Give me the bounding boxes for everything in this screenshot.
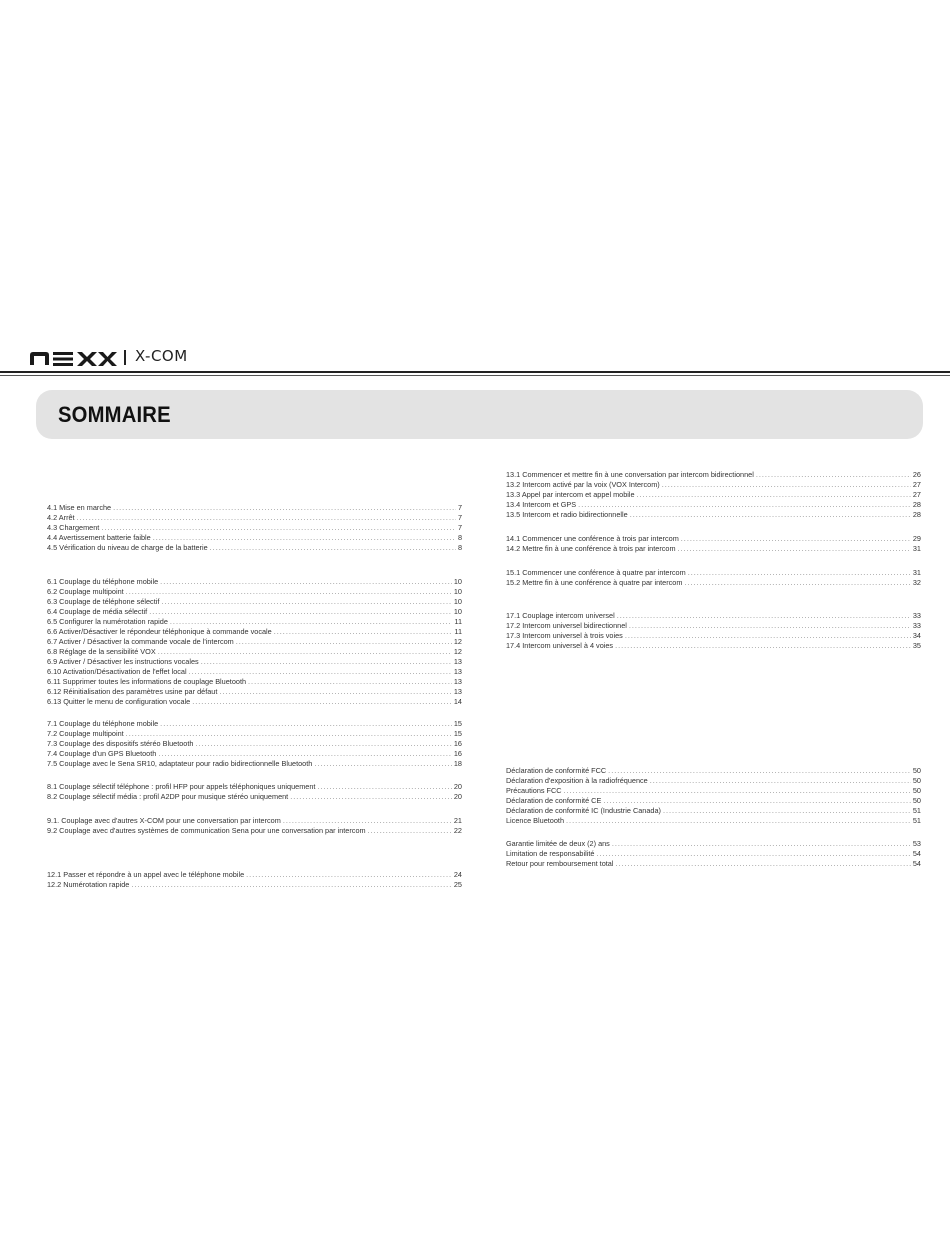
- toc-page-number: 50: [912, 766, 921, 775]
- toc-entry-title: 4.2 Arrêt: [47, 513, 75, 522]
- toc-entry[interactable]: [47, 513, 462, 523]
- toc-entry[interactable]: [47, 697, 462, 707]
- toc-entry[interactable]: [506, 470, 921, 480]
- toc-entry-title: Déclaration de conformité IC (Industrie Canada): [506, 806, 661, 815]
- toc-entry[interactable]: [47, 577, 462, 587]
- toc-entry-title: 15.1 Commencer une conférence à quatre par intercom: [506, 568, 686, 577]
- toc-page-number: 54: [912, 849, 921, 858]
- page-title: SOMMAIRE: [58, 402, 171, 427]
- toc-entry-title: 6.12 Réinitialisation des paramètres usine par défaut: [47, 687, 218, 696]
- toc-dot-leader: [663, 806, 911, 816]
- toc-entry[interactable]: [47, 597, 462, 607]
- toc-dot-leader: [578, 500, 911, 510]
- toc-page-number: 10: [453, 597, 462, 606]
- toc-group: [47, 870, 462, 890]
- toc-page-number: 50: [912, 796, 921, 805]
- toc-entry[interactable]: [506, 621, 921, 631]
- toc-dot-leader: [158, 749, 452, 759]
- toc-entry-title: 7.5 Couplage avec le Sena SR10, adaptateur pour radio bidirectionnelle Bluetooth: [47, 759, 313, 768]
- toc-group: [47, 719, 462, 769]
- toc-entry[interactable]: [47, 667, 462, 677]
- toc-entry[interactable]: [47, 607, 462, 617]
- toc-group: [47, 782, 462, 802]
- toc-entry[interactable]: [506, 786, 921, 796]
- toc-dot-leader: [131, 880, 452, 890]
- toc-entry[interactable]: [47, 587, 462, 597]
- toc-entry[interactable]: [506, 641, 921, 651]
- toc-entry[interactable]: [47, 759, 462, 769]
- toc-page-number: 54: [912, 859, 921, 868]
- toc-page-number: 35: [912, 641, 921, 650]
- toc-left-column: [47, 503, 462, 890]
- toc-entry[interactable]: [47, 826, 462, 836]
- toc-entry[interactable]: [47, 533, 462, 543]
- toc-dot-leader: [612, 839, 911, 849]
- toc-page-number: 13: [453, 677, 462, 686]
- toc-entry-title: 14.2 Mettre fin à une conférence à trois par intercom: [506, 544, 676, 553]
- toc-group: [506, 766, 921, 826]
- toc-dot-leader: [248, 677, 452, 687]
- toc-page-number: 11: [454, 617, 462, 626]
- toc-dot-leader: [219, 687, 452, 697]
- toc-dot-leader: [283, 816, 452, 826]
- toc-entry[interactable]: [506, 816, 921, 826]
- toc-page-number: 13: [453, 687, 462, 696]
- toc-entry-title: 17.1 Couplage intercom universel: [506, 611, 615, 620]
- toc-page-number: 33: [912, 611, 921, 620]
- toc-dot-leader: [126, 587, 452, 597]
- toc-dot-leader: [688, 568, 911, 578]
- toc-entry[interactable]: [47, 677, 462, 687]
- toc-dot-leader: [678, 544, 911, 554]
- toc-page-number: 27: [912, 490, 921, 499]
- toc-entry-title: 6.9 Activer / Désactiver les instructions vocales: [47, 657, 199, 666]
- toc-entry-title: Déclaration d'exposition à la radiofréquence: [506, 776, 648, 785]
- toc-dot-leader: [274, 627, 453, 637]
- toc-dot-leader: [201, 657, 452, 667]
- toc-entry[interactable]: [47, 870, 462, 880]
- toc-entry[interactable]: [47, 782, 462, 792]
- toc-page-number: 7: [457, 513, 462, 522]
- toc-entry-title: Déclaration de conformité FCC: [506, 766, 607, 775]
- toc-entry-title: 15.2 Mettre fin à une conférence à quatre par intercom: [506, 578, 683, 587]
- header-rule: [0, 371, 950, 373]
- toc-entry-title: 4.4 Avertissement batterie faible: [47, 533, 151, 542]
- toc-entry-title: 7.2 Couplage multipoint: [47, 729, 124, 738]
- toc-page-number: 12: [453, 647, 462, 656]
- toc-entry-title: 13.1 Commencer et mettre fin à une conversation par intercom bidirectionnel: [506, 470, 754, 479]
- title-bar: [36, 390, 923, 439]
- toc-entry-title: 17.2 Intercom universel bidirectionnel: [506, 621, 627, 630]
- toc-page-number: 50: [912, 776, 921, 785]
- toc-entry-title: 17.3 Intercom universel à trois voies: [506, 631, 623, 640]
- toc-dot-leader: [596, 849, 910, 859]
- toc-dot-leader: [629, 621, 911, 631]
- toc-dot-leader: [149, 607, 452, 617]
- toc-entry-title: 4.1 Mise en marche: [47, 503, 112, 512]
- toc-entry-title: 6.5 Configurer la numérotation rapide: [47, 617, 168, 626]
- toc-page-number: 31: [912, 568, 921, 577]
- toc-entry-title: 7.3 Couplage des dispositifs stéréo Bluetooth: [47, 739, 194, 748]
- toc-entry[interactable]: [47, 739, 462, 749]
- toc-entry-title: 14.1 Commencer une conférence à trois par intercom: [506, 534, 679, 543]
- toc-entry[interactable]: [47, 637, 462, 647]
- toc-entry-title: 6.11 Supprimer toutes les informations de couplage Bluetooth: [47, 677, 247, 686]
- toc-entry-title: 6.4 Couplage de média sélectif: [47, 607, 148, 616]
- toc-entry-title: 13.5 Intercom et radio bidirectionnelle: [506, 510, 628, 519]
- toc-entry-title: 6.8 Réglage de la sensibilité VOX: [47, 647, 156, 656]
- toc-entry[interactable]: [47, 719, 462, 729]
- toc-entry-title: 6.1 Couplage du téléphone mobile: [47, 577, 159, 586]
- toc-page-number: 13: [453, 657, 462, 666]
- toc-entry-title: 6.6 Activer/Désactiver le répondeur téléphonique à commande vocale: [47, 627, 272, 636]
- toc-page-number: 8: [457, 533, 462, 542]
- toc-entry[interactable]: [506, 839, 921, 849]
- header-rule-thin: [0, 375, 950, 376]
- toc-dot-leader: [113, 503, 456, 513]
- toc-entry-title: 6.13 Quitter le menu de configuration vocale: [47, 697, 191, 706]
- toc-dot-leader: [617, 611, 911, 621]
- toc-entry[interactable]: [47, 523, 462, 533]
- toc-page-number: 53: [912, 839, 921, 848]
- toc-entry[interactable]: [47, 729, 462, 739]
- toc-entry-title: 6.2 Couplage multipoint: [47, 587, 124, 596]
- toc-entry-title: Limitation de responsabilité: [506, 849, 595, 858]
- toc-entry-title: 9.1. Couplage avec d'autres X-COM pour une conversation par intercom: [47, 816, 281, 825]
- toc-dot-leader: [608, 766, 911, 776]
- toc-group: [47, 816, 462, 836]
- toc-dot-leader: [615, 641, 911, 651]
- toc-page-number: 14: [453, 697, 462, 706]
- toc-dot-leader: [210, 543, 456, 553]
- toc-entry-title: Précautions FCC: [506, 786, 562, 795]
- toc-dot-leader: [630, 510, 911, 520]
- toc-dot-leader: [160, 577, 452, 587]
- toc-entry[interactable]: [47, 792, 462, 802]
- toc-entry-title: 13.3 Appel par intercom et appel mobile: [506, 490, 635, 499]
- toc-entry-title: 8.2 Couplage sélectif média : profil A2DP pour musique stéréo uniquement: [47, 792, 289, 801]
- toc-page-number: 34: [912, 631, 921, 640]
- toc-dot-leader: [246, 870, 452, 880]
- toc-entry[interactable]: [506, 806, 921, 816]
- toc-page-number: 28: [912, 500, 921, 509]
- toc-entry-title: 8.1 Couplage sélectif téléphone : profil HFP pour appels téléphoniques uniquement: [47, 782, 316, 791]
- toc-group: [506, 839, 921, 869]
- toc-dot-leader: [126, 729, 452, 739]
- toc-page-number: 50: [912, 786, 921, 795]
- toc-page-number: 18: [453, 759, 462, 768]
- toc-dot-leader: [603, 796, 911, 806]
- toc-entry[interactable]: [47, 749, 462, 759]
- toc-page-number: 13: [453, 667, 462, 676]
- nexx-logo: [30, 350, 118, 366]
- toc-entry[interactable]: [47, 503, 462, 513]
- toc-dot-leader: [153, 533, 456, 543]
- toc-entry[interactable]: [47, 647, 462, 657]
- toc-entry-title: 4.3 Chargement: [47, 523, 100, 532]
- toc-entry-title: 6.7 Activer / Désactiver la commande vocale de l'intercom: [47, 637, 234, 646]
- toc-page-number: 8: [457, 543, 462, 552]
- toc-entry[interactable]: [47, 543, 462, 553]
- toc-entry-title: Licence Bluetooth: [506, 816, 565, 825]
- toc-page-number: 10: [453, 587, 462, 596]
- toc-dot-leader: [566, 816, 911, 826]
- toc-entry-title: 12.2 Numérotation rapide: [47, 880, 130, 889]
- toc-entry-title: Retour pour remboursement total: [506, 859, 614, 868]
- toc-entry[interactable]: [47, 627, 462, 637]
- toc-dot-leader: [77, 513, 456, 523]
- toc-dot-leader: [236, 637, 452, 647]
- toc-entry-title: 13.2 Intercom activé par la voix (VOX Intercom): [506, 480, 660, 489]
- toc-entry[interactable]: [506, 534, 921, 544]
- toc-group: [506, 470, 921, 520]
- toc-entry-title: 13.4 Intercom et GPS: [506, 500, 577, 509]
- toc-entry-title: 9.2 Couplage avec d'autres systèmes de communication Sena pour une conversation par intercom: [47, 826, 366, 835]
- toc-dot-leader: [160, 719, 452, 729]
- toc-group: [47, 503, 462, 553]
- toc-page-number: 33: [912, 621, 921, 630]
- toc-entry-title: 4.5 Vérification du niveau de charge de la batterie: [47, 543, 208, 552]
- toc-dot-leader: [158, 647, 452, 657]
- toc-page-number: 27: [912, 480, 921, 489]
- toc-entry-title: 17.4 Intercom universel à 4 voies: [506, 641, 614, 650]
- toc-entry[interactable]: [47, 617, 462, 627]
- toc-group: [506, 534, 921, 554]
- toc-entry-title: Déclaration de conformité CE: [506, 796, 602, 805]
- toc-dot-leader: [564, 786, 911, 796]
- toc-page-number: 31: [912, 544, 921, 553]
- toc-page-number: 32: [912, 578, 921, 587]
- toc-entry[interactable]: [506, 568, 921, 578]
- toc-dot-leader: [368, 826, 452, 836]
- toc-dot-leader: [101, 523, 456, 533]
- toc-dot-leader: [161, 597, 452, 607]
- toc-page-number: 16: [453, 749, 462, 758]
- toc-page-number: 25: [453, 880, 462, 889]
- toc-group: [506, 611, 921, 651]
- toc-entry[interactable]: [506, 776, 921, 786]
- toc-dot-leader: [650, 776, 911, 786]
- toc-entry-title: 7.4 Couplage d'un GPS Bluetooth: [47, 749, 157, 758]
- toc-page-number: 7: [457, 503, 462, 512]
- toc-group: [47, 577, 462, 707]
- toc-dot-leader: [625, 631, 911, 641]
- toc-page-number: 15: [453, 729, 462, 738]
- toc-page-number: 28: [912, 510, 921, 519]
- toc-dot-leader: [615, 859, 910, 869]
- toc-page-number: 51: [912, 816, 921, 825]
- toc-page-number: 22: [453, 826, 462, 835]
- toc-dot-leader: [684, 578, 910, 588]
- toc-entry[interactable]: [506, 631, 921, 641]
- toc-entry[interactable]: [506, 480, 921, 490]
- toc-dot-leader: [637, 490, 911, 500]
- toc-page-number: 10: [453, 607, 462, 616]
- toc-page-number: 26: [912, 470, 921, 479]
- toc-entry[interactable]: [47, 880, 462, 890]
- toc-page-number: 16: [453, 739, 462, 748]
- toc-page-number: 29: [912, 534, 921, 543]
- toc-entry[interactable]: [506, 796, 921, 806]
- toc-page-number: 11: [454, 627, 462, 636]
- toc-dot-leader: [189, 667, 452, 677]
- toc-right-column: [506, 470, 921, 869]
- toc-page-number: 24: [453, 870, 462, 879]
- toc-group: [506, 568, 921, 588]
- toc-page-number: 12: [453, 637, 462, 646]
- toc-entry-title: 12.1 Passer et répondre à un appel avec le téléphone mobile: [47, 870, 245, 879]
- toc-entry[interactable]: [47, 657, 462, 667]
- toc-dot-leader: [195, 739, 451, 749]
- toc-dot-leader: [662, 480, 911, 490]
- toc-dot-leader: [756, 470, 911, 480]
- toc-entry[interactable]: [47, 816, 462, 826]
- toc-entry-title: 6.3 Couplage de téléphone sélectif: [47, 597, 160, 606]
- toc-entry[interactable]: [506, 611, 921, 621]
- toc-dot-leader: [170, 617, 453, 627]
- header-separator: [124, 350, 126, 365]
- toc-entry-title: 6.10 Activation/Désactivation de l'effet local: [47, 667, 187, 676]
- toc-entry[interactable]: [506, 544, 921, 554]
- toc-page-number: 10: [453, 577, 462, 586]
- toc-entry-title: Garantie limitée de deux (2) ans: [506, 839, 610, 848]
- toc-entry[interactable]: [506, 500, 921, 510]
- toc-entry-title: 7.1 Couplage du téléphone mobile: [47, 719, 159, 728]
- toc-page-number: 20: [453, 782, 462, 791]
- toc-entry[interactable]: [506, 490, 921, 500]
- toc-dot-leader: [317, 782, 451, 792]
- toc-page-number: 7: [457, 523, 462, 532]
- toc-entry[interactable]: [506, 510, 921, 520]
- toc-page-number: 20: [453, 792, 462, 801]
- toc-page-number: 51: [912, 806, 921, 815]
- toc-entry[interactable]: [47, 687, 462, 697]
- toc-dot-leader: [681, 534, 911, 544]
- toc-page-number: 15: [453, 719, 462, 728]
- toc-page-number: 21: [453, 816, 462, 825]
- toc-entry[interactable]: [506, 578, 921, 588]
- toc-entry[interactable]: [506, 766, 921, 776]
- toc-dot-leader: [192, 697, 452, 707]
- model-name: X-COM: [135, 347, 188, 365]
- toc-dot-leader: [290, 792, 452, 802]
- toc-dot-leader: [314, 759, 452, 769]
- toc-entry[interactable]: [506, 849, 921, 859]
- toc-entry[interactable]: [506, 859, 921, 869]
